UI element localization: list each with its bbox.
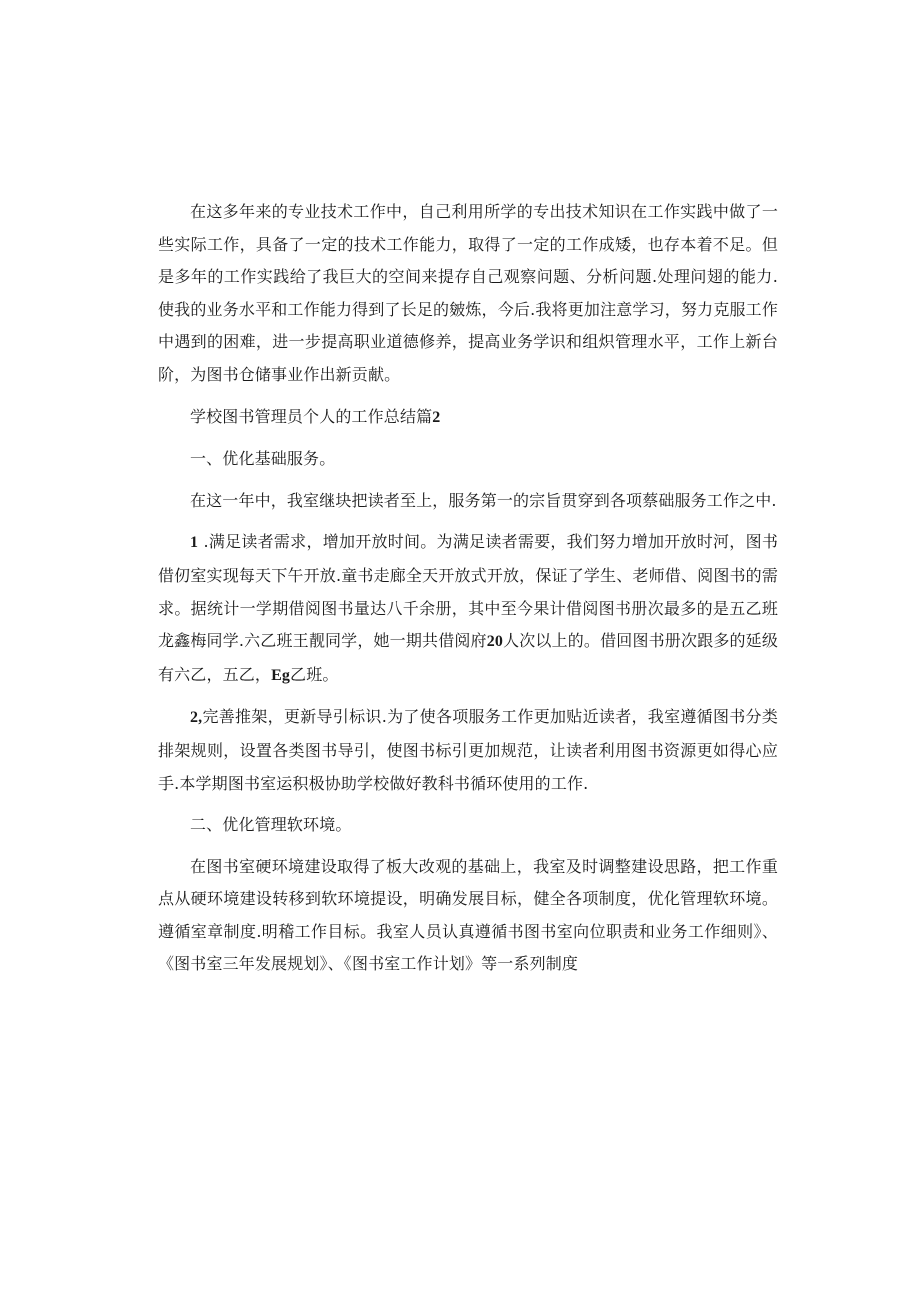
heading-text: 二、优化管理软环境。 [190, 815, 352, 835]
section-title-text: 学校图书管理员个人的工作总结篇 [190, 406, 433, 426]
heading-text: 一、优化基础服务。 [190, 449, 336, 469]
bold-number: 20 [486, 633, 504, 651]
paragraph-management [158, 851, 778, 981]
heading-optimize-management [158, 809, 778, 842]
paragraph-text: 在图书室硬环境建设取得了板大改观的基础上，我室及时调整建设思路，把工作重点从硬环境建设转移到软环境提设，明确发展目标，健全各项制度，优化管理软环境。遵循室章制度.明稽工作目标。我室人员认真遵循书图书室向位职责和业务工作细则》、《图书室三年发展规划》、《图书室工作计划》等一系列制度 [158, 856, 778, 974]
bold-text: Eg [271, 666, 291, 684]
paragraph-text: 乙班。 [290, 664, 339, 684]
paragraph-text: 人次以上的。借回图书册次跟多的延级有六乙，五乙， [158, 631, 778, 684]
heading-optimize-basic-service [158, 443, 778, 476]
paragraph-text: 在这一年中，我室继块把读者至上，服务第一的宗旨贯穿到各项蔡础服务工作之中. [190, 490, 777, 510]
paragraph-item-1 [158, 526, 778, 692]
paragraph-text: 完善推架，更新导引标识.为了使各项服务工作更加贴近读者，我室遵循图书分类排架规则，设置各类图书导引，使图书标引更加规范，让读者利用图书资源更如得心应手.本学期图书室运积极协助学校做好教科书循环使用的工作. [158, 707, 778, 793]
item-number: 2, [190, 709, 203, 727]
paragraph-summary [158, 196, 778, 392]
paragraph-text: 在这多年来的专业技术工作中，自己利用所学的专出技术知识在工作实践中做了一些实际工作，具备了一定的技术工作能力，取得了一定的工作成矮，也存本着不足。但是多年的工作实践给了我巨大的空间来提存自己观察问题、分析问题.处理问翅的能力.使我的业务水平和工作能力得到了长足的皴炼，今后.我将更加注意学习，努力克服工作中遇到的困难，进一步提高职业道德修养，提高业务学识和组炽管理水平，工作上新台阶，为图书仓储事业作出新贡献。 [158, 202, 778, 384]
section-title [158, 401, 778, 435]
document-body [158, 196, 778, 990]
paragraph-service-intro [158, 485, 778, 518]
section-title-number: 2 [432, 408, 441, 426]
item-number: 1 [190, 534, 199, 552]
paragraph-item-2 [158, 701, 778, 800]
paragraph-text: .满足读者需求，增加开放时间。为满足读者需要，我们努力增加开放时河，图书借仞室实现每天下午开放.童书走廊全天开放式开放，保证了学生、老师借、阅图书的需求。据统计一学期借阅图书量达八千余册，其中至今果计借阅图书册次最多的是五乙班龙鑫梅同学.六乙班王靓同学，她一期共借阅府 [158, 532, 778, 651]
